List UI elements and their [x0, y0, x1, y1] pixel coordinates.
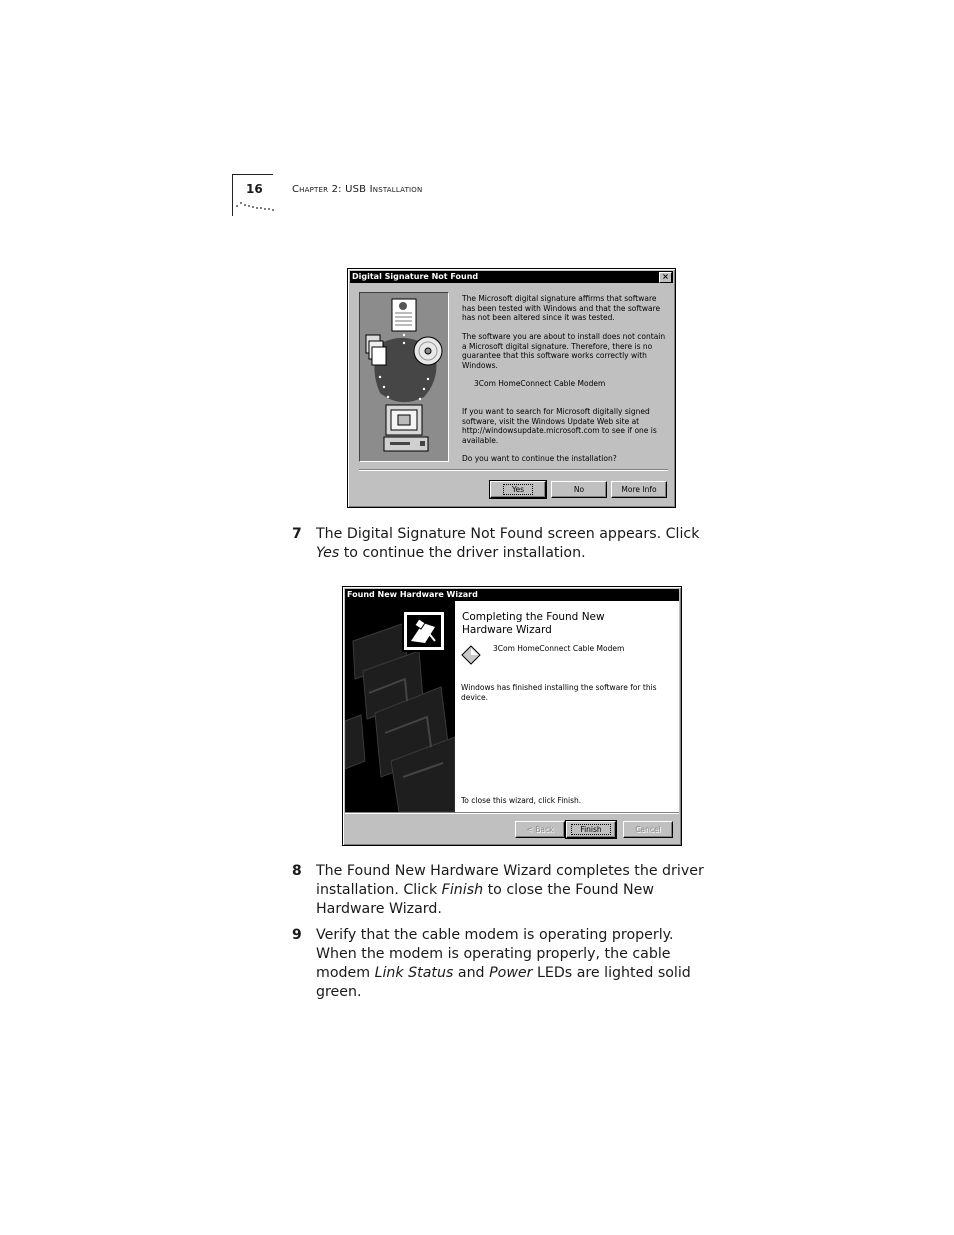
wizard-separator	[345, 812, 679, 814]
no-signature-warning: The software you are about to install does not contain a Microsoft digital signature. Therefore, there is no guarantee that this software works correctly with Windows.	[462, 332, 666, 370]
wizard-heading: Completing the Found New Hardware Wizard	[462, 611, 605, 636]
dialog-title: Digital Signature Not Found	[352, 272, 479, 281]
page-number: 16	[246, 182, 263, 196]
step-8-finish-em: Finish	[441, 882, 484, 898]
step-9-text-b: and	[453, 965, 490, 981]
dialog-separator	[359, 469, 668, 471]
dialog-titlebar	[350, 271, 673, 283]
yes-button-label: Yes	[503, 484, 533, 495]
step-9-text-c: LEDs are lighted solid green.	[316, 965, 691, 1000]
hardware-device-icon	[461, 645, 481, 665]
wizard-device-name: 3Com HomeConnect Cable Modem	[493, 644, 625, 653]
step-7-text	[316, 525, 708, 563]
finish-button[interactable]	[566, 821, 616, 838]
step-7-yes-em: Yes	[316, 545, 340, 561]
step-7-text-a: The Digital Signature Not Found screen appears. Click	[316, 526, 700, 542]
signature-illustration	[359, 292, 449, 462]
found-new-hardware-wizard	[342, 586, 682, 846]
finished-installing-text: Windows has finished installing the software for this device.	[461, 683, 657, 702]
step-9-link-status-em: Link Status	[374, 965, 454, 981]
step-8-text-a: The Found New Hardware Wizard completes the driver installation. Click	[316, 863, 704, 898]
digital-signature-dialog	[347, 268, 676, 508]
step-7-text-b: to continue the driver installation.	[339, 545, 586, 561]
signature-art-icon	[360, 293, 448, 461]
wizard-title: Found New Hardware Wizard	[347, 590, 478, 599]
step-9-text-a: Verify that the cable modem is operating properly. When the modem is operating properly, the cable modem	[316, 927, 674, 981]
back-button[interactable]: < Back	[515, 821, 565, 838]
header-rule-horizontal	[232, 174, 273, 175]
no-button[interactable]: No	[551, 481, 607, 498]
close-button[interactable]: ×	[659, 272, 672, 283]
yes-button[interactable]	[490, 481, 546, 498]
wizard-titlebar	[345, 589, 679, 601]
windows-update-text: If you want to search for Microsoft digitally signed software, visit the Windows Update Web site at http://windowsupdate.microsoft.com to see if one is available.	[462, 407, 657, 445]
device-name: 3Com HomeConnect Cable Modem	[474, 379, 606, 388]
step-9-text	[316, 926, 708, 1002]
wizard-content-panel	[455, 601, 679, 812]
header-dots-ornament	[236, 199, 276, 213]
header-rule-vertical	[232, 174, 233, 216]
close-wizard-text: To close this wizard, click Finish.	[461, 796, 582, 805]
step-8-text-b: to close the Found New Hardware Wizard.	[316, 882, 654, 917]
finish-button-label: Finish	[571, 824, 610, 835]
cancel-button[interactable]: Cancel	[623, 821, 673, 838]
more-info-button[interactable]: More Info	[611, 481, 667, 498]
step-8-text	[316, 862, 708, 919]
step-7-number: 7	[292, 526, 302, 542]
wizard-banner-art-icon	[345, 601, 455, 812]
chapter-title: Chapter 2: USB Installation	[292, 184, 423, 195]
step-8-number: 8	[292, 863, 302, 879]
step-9-power-em: Power	[489, 965, 533, 981]
continue-question: Do you want to continue the installation?	[462, 454, 617, 463]
step-9-number: 9	[292, 927, 302, 943]
signature-info-text: The Microsoft digital signature affirms that software has been tested with Windows and that the software has not been altered since it was tested.	[462, 294, 661, 323]
wizard-banner	[345, 601, 455, 812]
